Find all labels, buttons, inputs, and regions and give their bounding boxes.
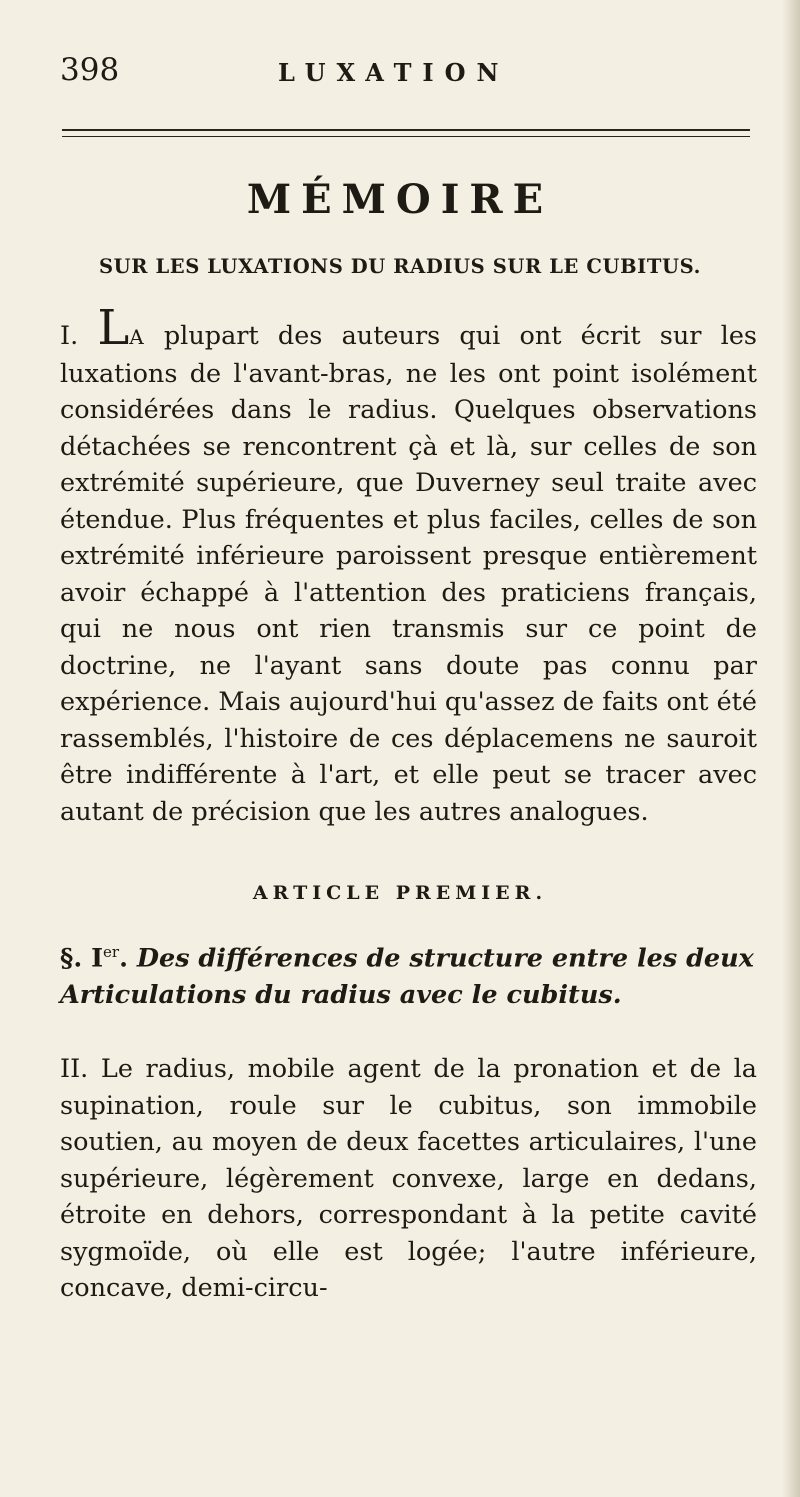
paragraph-2-number: II. [60, 1054, 89, 1084]
paragraph-2 [60, 1051, 757, 1307]
small-cap: A [129, 325, 145, 349]
running-title: LUXATION [278, 58, 510, 87]
drop-cap: L [97, 300, 130, 356]
header-rule-thick [62, 129, 750, 131]
paragraph-1-number: I. [60, 321, 98, 351]
page-edge [782, 0, 800, 1497]
article-heading: ARTICLE PREMIER. [252, 882, 548, 904]
header-rule-thin [62, 136, 750, 137]
running-head [60, 52, 760, 96]
memoir-subtitle: SUR LES LUXATIONS DU RADIUS SUR LE CUBITUS. [98, 255, 701, 278]
section-marker-sup: er [103, 943, 120, 961]
paragraph-2-text: Le radius, mobile agent de la pronation et de la supination, roule sur le cubitus, son immobile soutien, au moyen de deux facettes articulaires, l'une supérieure, légèrement convexe, large en dedans, étroite en dehors, correspondant à la petite cavité sygmoïde, où elle est logée; l'autre inférieure, concave, demi-circu- [60, 1054, 758, 1303]
page-number: 398 [60, 52, 120, 88]
section-marker: §. I [60, 943, 104, 974]
section-heading: §. Ier. Des différences de structure entre les deux Articulations du radius avec le cubitus. [60, 943, 754, 1010]
section-title: Des différences de structure entre les deux Articulations du radius avec le cubitus. [60, 943, 754, 1010]
paragraph-1-text: plupart des auteurs qui ont écrit sur les luxations de l'avant-bras, ne les ont point isolément considérées dans le radius. Quelques observations détachées se rencontrent çà et là, sur celles de son extrémité supérieure, que Duverney seul traite avec étendue. Plus fréquentes et plus faciles, celles de son extrémité inférieure paroissent presque entièrement avoir échappé à l'attention des praticiens français, qui ne nous ont rien transmis sur ce point de doctrine, ne l'ayant sans doute pas connu par expérience. Mais aujourd'hui qu'assez de faits ont été rassemblés, l'histoire de ces déplacemens ne sauroit être indifférente à l'art, et elle peut se tracer avec autant de précision que les autres analogues. [60, 321, 758, 827]
paragraph-1 [60, 300, 758, 830]
memoir-title: MÉMOIRE [246, 176, 554, 223]
